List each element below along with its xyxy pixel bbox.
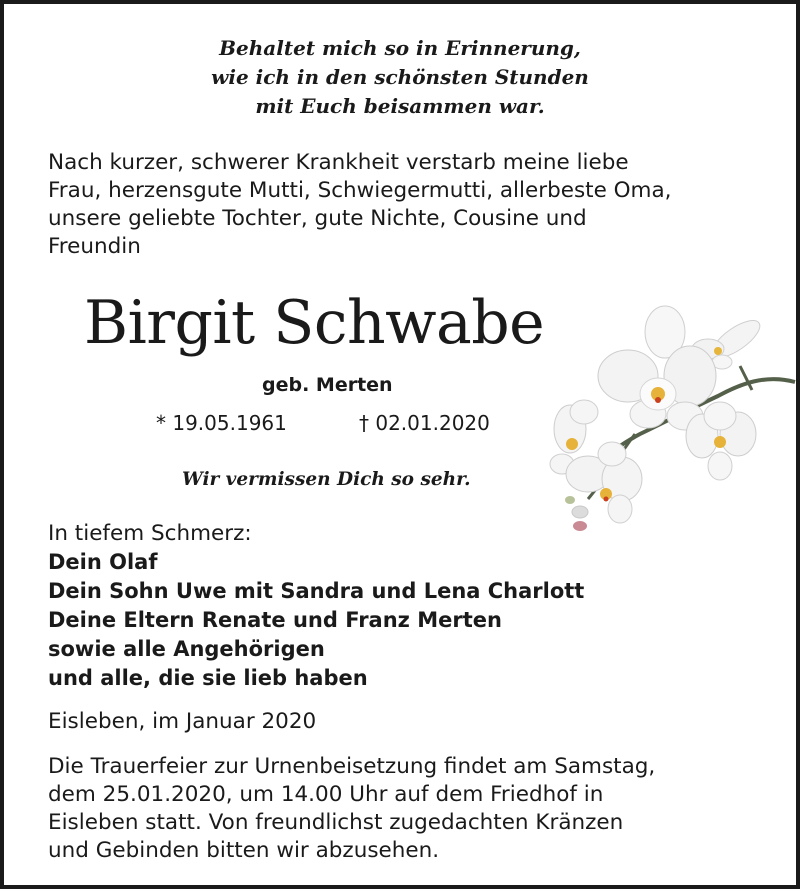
place-and-date: Eisleben, im Januar 2020: [48, 709, 317, 734]
birth-name: geb. Merten: [262, 374, 393, 396]
service-line: Die Trauerfeier zur Urnenbeisetzung findet am Samstag,: [48, 754, 656, 779]
mourners-list: [48, 519, 748, 693]
service-line: Eisleben statt. Von freundlichst zugedachten Kränzen: [48, 810, 624, 835]
mourner-name: Dein Olaf: [48, 550, 158, 574]
mourner-name: Dein Sohn Uwe mit Sandra und Lena Charlott: [48, 579, 585, 603]
mourner-name: Deine Eltern Renate und Franz Merten: [48, 608, 502, 632]
memorial-poem: [4, 34, 796, 121]
death-announcement: [48, 149, 768, 261]
poem-line: wie ich in den schönsten Stunden: [211, 65, 589, 89]
orchid-icon: [540, 304, 800, 534]
funeral-service-info: [48, 753, 768, 865]
service-line: dem 25.01.2020, um 14.00 Uhr auf dem Friedhof in: [48, 782, 604, 807]
announcement-line: Frau, herzensgute Mutti, Schwiegermutti, allerbeste Oma,: [48, 178, 672, 203]
announcement-line: unsere geliebte Tochter, gute Nichte, Cousine und: [48, 206, 587, 231]
poem-line: Behaltet mich so in Erinnerung,: [219, 36, 581, 60]
mourner-name: und alle, die sie lieb haben: [48, 666, 368, 690]
tagline: Wir vermissen Dich so sehr.: [182, 469, 471, 490]
death-date: † 02.01.2020: [359, 411, 490, 435]
birth-date: * 19.05.1961: [156, 411, 287, 435]
announcement-line: Freundin: [48, 234, 141, 259]
service-line: und Gebinden bitten wir abzusehen.: [48, 838, 440, 863]
deceased-name: Birgit Schwabe: [84, 288, 545, 358]
poem-line: mit Euch beisammen war.: [255, 94, 545, 118]
announcement-line: Nach kurzer, schwerer Krankheit verstarb meine liebe: [48, 150, 629, 175]
mourners-heading: In tiefem Schmerz:: [48, 521, 252, 546]
mourner-name: sowie alle Angehörigen: [48, 637, 325, 661]
